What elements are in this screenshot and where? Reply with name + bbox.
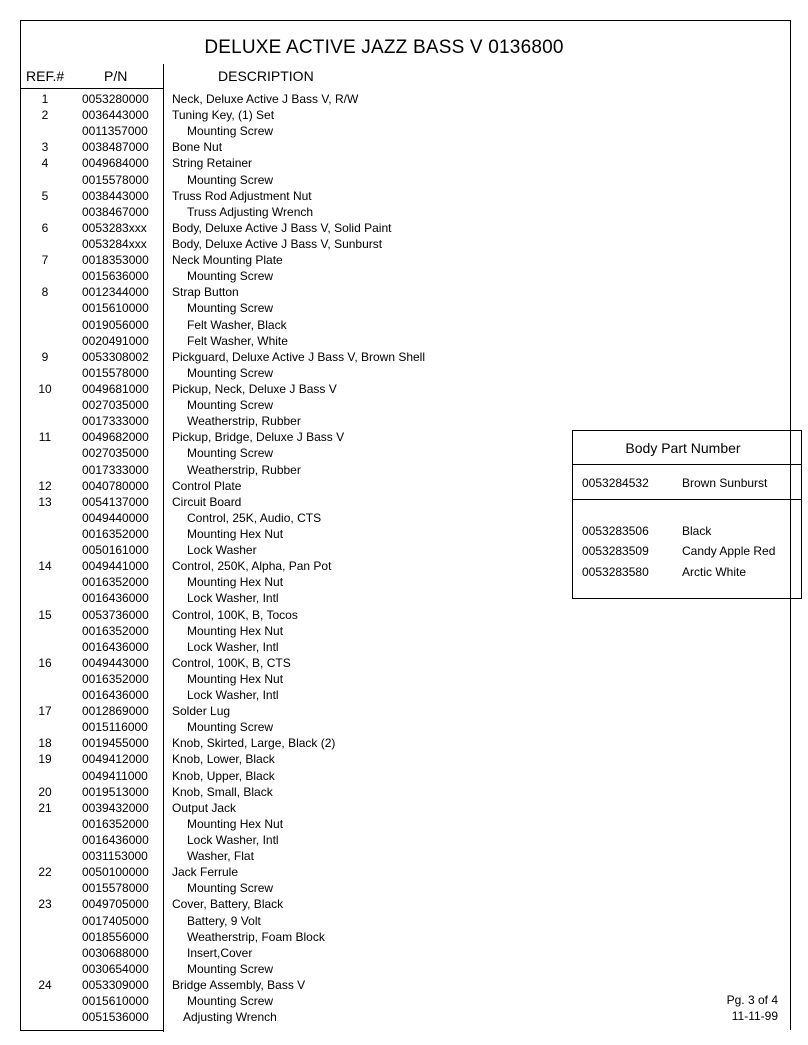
table-row	[20, 687, 580, 703]
row-part-number: 0016436000	[82, 833, 149, 848]
row-part-number: 0016436000	[82, 591, 149, 606]
row-part-number: 0053283xxx	[82, 220, 147, 235]
table-row	[20, 880, 580, 896]
table-row	[20, 284, 580, 300]
table-row	[20, 961, 580, 977]
row-ref: 11	[38, 430, 52, 445]
row-description: Mounting Hex Nut	[187, 575, 284, 590]
table-row	[20, 848, 580, 864]
table-row	[20, 139, 580, 155]
row-description: Insert,Cover	[187, 945, 253, 960]
row-description: Weatherstrip, Rubber	[187, 462, 301, 477]
row-description: Mounting Screw	[187, 269, 274, 284]
table-row	[20, 413, 580, 429]
table-row	[20, 864, 580, 880]
row-part-number: 0049411000	[82, 768, 148, 783]
row-ref: 21	[38, 800, 52, 815]
row-ref: 15	[38, 607, 52, 622]
row-description: Solder Lug	[172, 704, 231, 719]
row-part-number: 0053284xxx	[82, 236, 147, 251]
row-description: Truss Adjusting Wrench	[187, 204, 314, 219]
row-ref: 17	[38, 704, 52, 719]
row-part-number: 0027035000	[82, 446, 149, 461]
row-description: Knob, Small, Black	[172, 784, 273, 799]
row-description: Neck, Deluxe Active J Bass V, R/W	[172, 92, 359, 106]
row-part-number: 0053309000	[82, 978, 149, 993]
row-part-number: 0038467000	[82, 204, 149, 219]
row-description: Mounting Screw	[187, 720, 274, 735]
table-row	[20, 784, 580, 800]
table-row	[20, 558, 580, 574]
row-description: Mounting Hex Nut	[187, 671, 284, 686]
row-part-number: 0049441000	[82, 559, 149, 574]
row-description: Bone Nut	[172, 140, 223, 155]
row-part-number: 0053308002	[82, 349, 149, 364]
row-part-number: 0049440000	[82, 510, 149, 525]
body-part-row-divider	[573, 499, 801, 500]
table-row	[20, 671, 580, 687]
row-description: Mounting Screw	[187, 398, 274, 413]
row-description: Mounting Screw	[187, 881, 274, 896]
row-ref: 10	[38, 381, 52, 396]
row-part-number: 0049684000	[82, 156, 149, 171]
row-part-number: 0019455000	[82, 736, 149, 751]
row-description: Pickup, Neck, Deluxe J Bass V	[172, 381, 337, 396]
row-description: Body, Deluxe Active J Bass V, Sunburst	[172, 236, 383, 251]
row-description: Cover, Battery, Black	[172, 897, 284, 912]
table-row	[20, 365, 580, 381]
row-description: Weatherstrip, Foam Block	[187, 929, 325, 944]
row-description: Lock Washer	[187, 543, 257, 558]
table-row	[20, 510, 580, 526]
row-part-number: 0049682000	[82, 430, 149, 445]
row-part-number: 0019056000	[82, 317, 149, 332]
row-ref: 19	[38, 752, 52, 767]
table-row	[20, 445, 580, 461]
row-description: Knob, Upper, Black	[172, 768, 275, 783]
row-ref: 4	[41, 156, 49, 171]
header-description: DESCRIPTION	[218, 68, 314, 84]
row-description: Washer, Flat	[187, 849, 254, 864]
row-part-number: 0036443000	[82, 108, 149, 123]
page-number: Pg. 3 of 4	[726, 993, 778, 1007]
row-part-number: 0049681000	[82, 381, 149, 396]
row-part-number: 0015636000	[82, 269, 149, 284]
page-footer	[727, 992, 778, 1024]
row-description: Strap Button	[172, 285, 239, 300]
body-part-title-divider	[573, 464, 801, 465]
row-part-number: 0050100000	[82, 865, 149, 880]
row-description: Jack Ferrule	[172, 865, 239, 880]
row-part-number: 0011357000	[82, 124, 148, 139]
table-row	[20, 349, 580, 365]
row-description: Pickguard, Deluxe Active J Bass V, Brown Shell	[172, 349, 426, 364]
row-description: Lock Washer, Intl	[187, 833, 279, 848]
table-row	[20, 252, 580, 268]
page-title: DELUXE ACTIVE JAZZ BASS V 0136800	[204, 37, 564, 58]
row-part-number: 0016352000	[82, 575, 149, 590]
row-description: Mounting Screw	[187, 301, 274, 316]
row-part-number: 0016352000	[82, 623, 149, 638]
row-description: Neck Mounting Plate	[172, 253, 283, 268]
row-description: Control, 250K, Alpha, Pan Pot	[172, 559, 332, 574]
row-description: Output Jack	[172, 800, 237, 815]
row-part-number: 0015578000	[82, 365, 149, 380]
row-part-number: 0053280000	[82, 92, 149, 106]
table-row	[20, 719, 580, 735]
row-description: Control Plate	[172, 478, 242, 493]
table-row	[20, 381, 580, 397]
row-description: Felt Washer, Black	[187, 317, 287, 332]
table-row	[20, 993, 580, 1009]
row-part-number: 0051536000	[82, 1010, 149, 1025]
table-row	[20, 607, 580, 623]
row-ref: 7	[41, 253, 49, 268]
body-part-pn: 0053283509	[582, 544, 649, 558]
row-part-number: 0054137000	[82, 494, 149, 509]
table-row	[20, 977, 580, 993]
row-part-number: 0030654000	[82, 961, 149, 976]
row-description: Control, 100K, B, Tocos	[172, 607, 298, 622]
table-row	[20, 913, 580, 929]
row-description: Circuit Board	[172, 494, 242, 509]
table-row	[20, 220, 580, 236]
table-row	[20, 832, 580, 848]
table-row	[20, 590, 580, 606]
header-divider	[20, 88, 163, 89]
table-row	[20, 91, 580, 107]
table-row	[20, 188, 580, 204]
row-ref: 22	[38, 865, 52, 880]
table-row	[20, 639, 580, 655]
row-part-number: 0020491000	[82, 333, 149, 348]
row-ref: 5	[41, 188, 49, 203]
row-part-number: 0012344000	[82, 285, 149, 300]
row-part-number: 0016352000	[82, 526, 149, 541]
body-part-pn: 0053283506	[582, 524, 649, 538]
row-description: Knob, Lower, Black	[172, 752, 275, 767]
table-row	[20, 300, 580, 316]
table-row	[20, 172, 580, 188]
row-description: Body, Deluxe Active J Bass V, Solid Paint	[172, 220, 392, 235]
table-row	[20, 107, 580, 123]
row-part-number: 0040780000	[82, 478, 149, 493]
row-description: Mounting Screw	[187, 446, 274, 461]
row-part-number: 0016436000	[82, 688, 149, 703]
table-row	[20, 268, 580, 284]
row-part-number: 0030688000	[82, 945, 149, 960]
row-part-number: 0015610000	[82, 994, 149, 1009]
row-description: Weatherstrip, Rubber	[187, 414, 301, 429]
table-row	[20, 735, 580, 751]
table-row	[20, 816, 580, 832]
table-row	[20, 929, 580, 945]
row-part-number: 0038487000	[82, 140, 149, 155]
row-description: Adjusting Wrench	[183, 1010, 277, 1025]
row-description: Mounting Screw	[187, 124, 274, 139]
body-part-number-box	[572, 430, 802, 599]
row-description: Felt Washer, White	[187, 333, 288, 348]
row-part-number: 0015610000	[82, 301, 149, 316]
table-row	[20, 333, 580, 349]
table-row	[20, 655, 580, 671]
revision-date: 11-11-99	[731, 1009, 778, 1023]
row-description: Lock Washer, Intl	[187, 688, 279, 703]
row-ref: 8	[41, 285, 49, 300]
body-part-color: Arctic White	[682, 565, 747, 579]
row-ref: 1	[41, 92, 49, 106]
table-row	[20, 945, 580, 961]
table-row	[20, 800, 580, 816]
body-part-title: Body Part Number	[625, 440, 741, 456]
row-ref: 2	[41, 108, 49, 123]
row-description: Tuning Key, (1) Set	[172, 108, 275, 123]
row-ref: 3	[41, 140, 49, 155]
table-row	[20, 526, 580, 542]
table-row	[20, 397, 580, 413]
table-row	[20, 703, 580, 719]
row-part-number: 0038443000	[82, 188, 149, 203]
row-part-number: 0049443000	[82, 655, 149, 670]
row-description: Control, 25K, Audio, CTS	[187, 510, 322, 525]
row-description: Mounting Hex Nut	[187, 623, 284, 638]
row-part-number: 0018556000	[82, 929, 149, 944]
row-description: Truss Rod Adjustment Nut	[172, 188, 312, 203]
row-part-number: 0017333000	[82, 414, 149, 429]
row-description: Battery, 9 Volt	[187, 913, 261, 928]
table-row	[20, 317, 580, 333]
row-description: Pickup, Bridge, Deluxe J Bass V	[172, 430, 345, 445]
row-description: Mounting Screw	[187, 961, 274, 976]
row-part-number: 0015578000	[82, 881, 149, 896]
row-part-number: 0017333000	[82, 462, 149, 477]
row-part-number: 0015116000	[82, 720, 148, 735]
row-description: Mounting Hex Nut	[187, 816, 284, 831]
row-part-number: 0017405000	[82, 913, 149, 928]
table-row	[20, 623, 580, 639]
body-part-pn: 0053283580	[582, 565, 649, 579]
row-part-number: 0015578000	[82, 172, 149, 187]
body-part-color: Brown Sunburst	[682, 476, 768, 490]
bottom-divider	[20, 1030, 163, 1031]
row-description: Control, 100K, B, CTS	[172, 655, 291, 670]
row-part-number: 0016352000	[82, 671, 149, 686]
row-part-number: 0019513000	[82, 784, 149, 799]
row-part-number: 0018353000	[82, 253, 149, 268]
table-row	[20, 494, 580, 510]
row-part-number: 0050161000	[82, 543, 149, 558]
table-row	[20, 123, 580, 139]
row-part-number: 0049412000	[82, 752, 149, 767]
row-description: Lock Washer, Intl	[187, 639, 279, 654]
row-description: Knob, Skirted, Large, Black (2)	[172, 736, 336, 751]
row-part-number: 0027035000	[82, 398, 149, 413]
row-part-number: 0039432000	[82, 800, 149, 815]
row-ref: 23	[38, 897, 52, 912]
table-row	[20, 751, 580, 767]
row-ref: 13	[38, 494, 52, 509]
row-ref: 16	[38, 655, 52, 670]
header-pn: P/N	[104, 68, 128, 84]
row-description: Bridge Assembly, Bass V	[172, 978, 306, 993]
row-part-number: 0016352000	[82, 816, 149, 831]
table-row	[20, 478, 580, 494]
row-description: Mounting Screw	[187, 172, 274, 187]
row-description: Mounting Hex Nut	[187, 526, 284, 541]
body-part-pn: 0053284532	[582, 476, 649, 490]
body-part-color: Black	[682, 524, 712, 538]
row-description: Lock Washer, Intl	[187, 591, 279, 606]
table-row	[20, 574, 580, 590]
row-description: Mounting Screw	[187, 365, 274, 380]
table-row	[20, 462, 580, 478]
row-ref: 18	[38, 736, 52, 751]
table-row	[20, 768, 580, 784]
header-ref: REF.#	[26, 68, 65, 84]
parts-list	[20, 91, 580, 1025]
row-part-number: 0031153000	[82, 849, 148, 864]
table-row	[20, 155, 580, 171]
row-ref: 9	[41, 349, 49, 364]
table-row	[20, 896, 580, 912]
body-part-color: Candy Apple Red	[682, 544, 776, 558]
row-part-number: 0053736000	[82, 607, 149, 622]
row-description: Mounting Screw	[187, 994, 274, 1009]
table-row	[20, 542, 580, 558]
row-ref: 24	[38, 978, 52, 993]
row-part-number: 0012869000	[82, 704, 149, 719]
table-row	[20, 236, 580, 252]
row-ref: 14	[38, 559, 52, 574]
row-description: String Retainer	[172, 156, 253, 171]
row-ref: 6	[41, 220, 49, 235]
row-part-number: 0049705000	[82, 897, 149, 912]
table-row	[20, 429, 580, 445]
row-ref: 20	[38, 784, 52, 799]
row-ref: 12	[38, 478, 52, 493]
row-part-number: 0016436000	[82, 639, 149, 654]
table-row	[20, 1009, 580, 1025]
table-row	[20, 204, 580, 220]
